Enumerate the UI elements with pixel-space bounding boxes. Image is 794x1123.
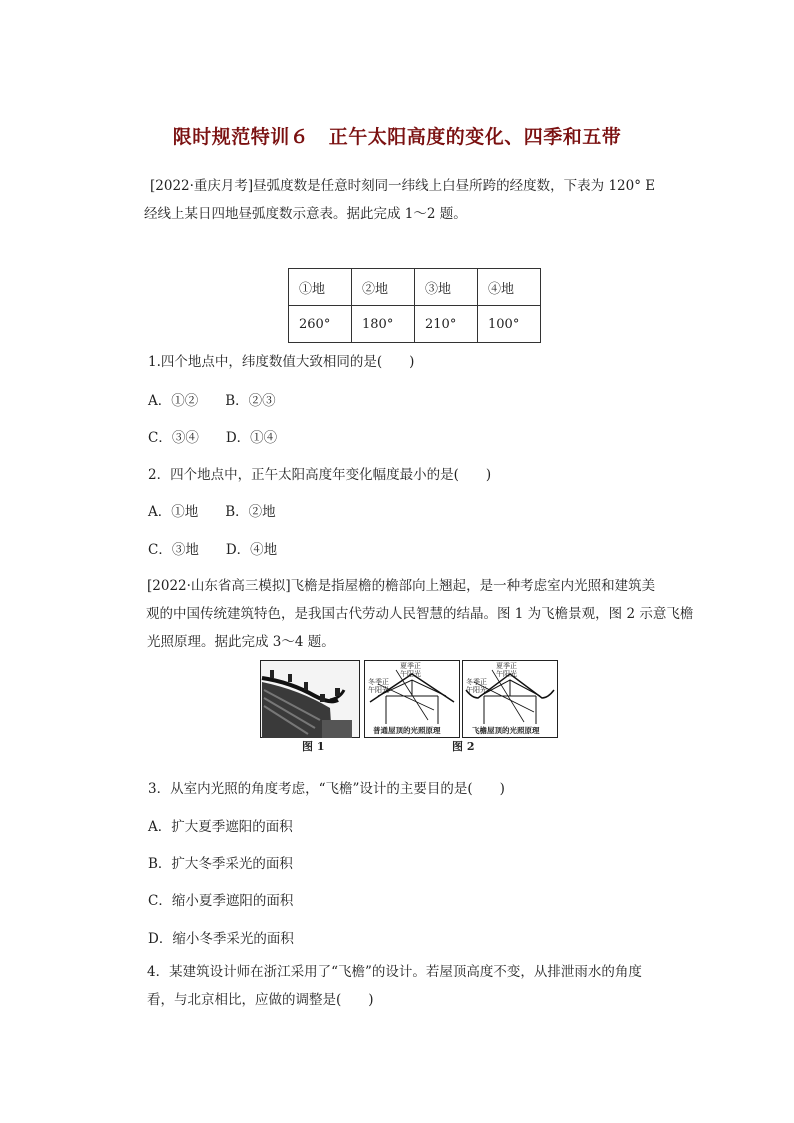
- question-4-line-2: 看，与北京相比，应做的调整是( ): [147, 992, 374, 1008]
- question-3-option-b: B．扩大冬季采光的面积: [148, 856, 293, 872]
- winter-sun-label-b: 冬季正 午阳光: [466, 678, 487, 694]
- question-3-option-a: A．扩大夏季遮阳的面积: [148, 819, 293, 835]
- page-title: 限时规范特训６ 正午太阳高度的变化、四季和五带: [172, 126, 622, 148]
- intro-1-line-2: 经线上某日四地昼弧度数示意表。据此完成 1～2 题。: [144, 206, 467, 222]
- panel-b-caption: 飞檐屋顶的光照原理: [472, 726, 540, 735]
- daylight-arc-table: [288, 268, 541, 343]
- table-header-cell: ④地: [478, 269, 541, 306]
- intro-2-line-2: 观的中国传统建筑特色，是我国古代劳动人民智慧的结晶。图 1 为飞檐景观，图 2 示意飞檐: [146, 606, 694, 622]
- flying-eaves-photo: [260, 660, 360, 738]
- table-cell: 180°: [352, 306, 415, 343]
- question-2-options-ab: A．①地 B．②地: [148, 504, 276, 520]
- question-4-line-1: 4．某建筑设计师在浙江采用了“飞檐”的设计。若屋顶高度不变，从排泄雨水的角度: [147, 964, 642, 980]
- question-3-option-c: C．缩小夏季遮阳的面积: [148, 893, 294, 909]
- intro-1-line-1: [2022·重庆月考]昼弧度数是任意时刻同一纬线上白昼所跨的经度数，下表为 120° E: [150, 178, 656, 194]
- summer-sun-label-a: 夏季正 午阳光: [400, 662, 421, 678]
- figure-1-caption: 图 1: [302, 740, 325, 753]
- table-header-cell: ③地: [415, 269, 478, 306]
- intro-paragraph-1: [144, 172, 710, 228]
- table-header-cell: ②地: [352, 269, 415, 306]
- question-1-stem: 1.四个地点中，纬度数值大致相同的是( ): [148, 354, 415, 370]
- question-3-stem: 3．从室内光照的角度考虑，“飞檐”设计的主要目的是( ): [148, 781, 505, 797]
- flying-eaves-figure: [260, 660, 560, 756]
- question-3-option-d: D．缩小冬季采光的面积: [148, 931, 294, 947]
- question-1-options-ab: A．①② B．②③: [148, 393, 276, 409]
- question-2-options-cd: C．③地 D．④地: [148, 542, 278, 558]
- intro-2-line-1: [2022·山东省高三模拟]飞檐是指屋檐的檐部向上翘起，是一种考虑室内光照和建筑美: [147, 578, 656, 594]
- table-cell: 260°: [289, 306, 352, 343]
- table-header-cell: ①地: [289, 269, 352, 306]
- figure-2-caption: 图 2: [452, 740, 475, 753]
- summer-sun-label-b: 夏季正 午阳光: [496, 662, 517, 678]
- question-1-options-cd: C．③④ D．①④: [148, 430, 278, 446]
- intro-paragraph-2: [147, 572, 707, 656]
- table-row: [289, 306, 541, 343]
- question-4-stem: [147, 958, 707, 1014]
- question-2-stem: 2．四个地点中，正午太阳高度年变化幅度最小的是( ): [148, 467, 492, 483]
- intro-2-line-3: 光照原理。据此完成 3～4 题。: [147, 634, 335, 650]
- table-cell: 210°: [415, 306, 478, 343]
- panel-a-caption: 普通屋顶的光照原理: [373, 726, 441, 735]
- table-cell: 100°: [478, 306, 541, 343]
- winter-sun-label-a: 冬季正 午阳光: [368, 678, 389, 694]
- table-header-row: [289, 269, 541, 306]
